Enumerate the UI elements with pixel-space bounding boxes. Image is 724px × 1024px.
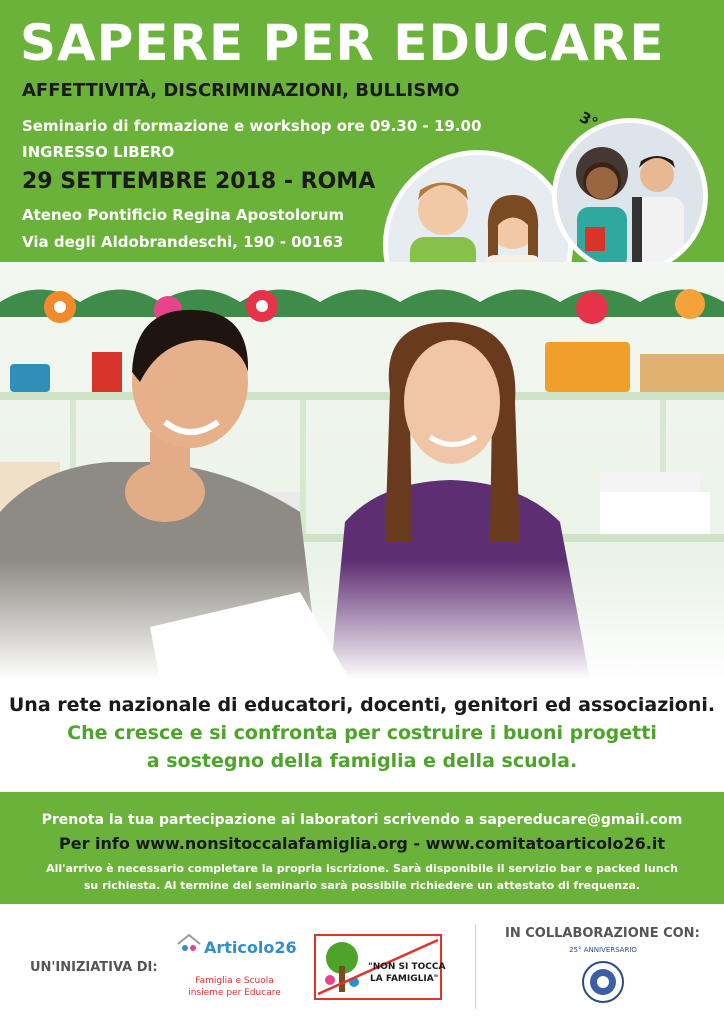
nstf-line2: LA FAMIGLIA" [370, 974, 439, 984]
photo-fade [0, 560, 724, 680]
booking-text: Prenota la tua partecipazione ai laboratori scrivendo a sapereducare@gmail.com [41, 812, 683, 828]
articolo26-sub1: Famiglia e Scuola [195, 976, 274, 986]
initiative-label: UN'INIZIATIVA DI: [30, 960, 158, 975]
poster-title: SAPERE PER EDUCARE [20, 14, 665, 72]
anniversary-text: 25° ANNIVERSARIO [569, 946, 637, 954]
entry-free: INGRESSO LIBERO [22, 143, 175, 161]
seal-icon [570, 948, 636, 1014]
tagline-line1: Una rete nazionale di educatori, docenti, genitori ed associazioni. [8, 694, 716, 716]
header-band [0, 0, 724, 262]
seminar-hours: Seminario di formazione e workshop ore 09.30 - 19.00 [22, 117, 482, 135]
nstf-logo [314, 934, 446, 1000]
teenagers-photo [552, 118, 708, 274]
tagline-line2: Che cresce e si confronta per costruire i buoni progetti [67, 722, 657, 744]
classroom-photo [0, 262, 724, 680]
footer [0, 904, 724, 1024]
topics-subtitle: AFFETTIVITÀ, DISCRIMINAZIONI, BULLISMO [22, 80, 460, 101]
tagline-line3: a sostegno della famiglia e della scuola. [146, 750, 578, 772]
notice-line1: All'arrivo è necessario completare la propria iscrizione. Sarà disponibile il servizio bar e packed lunch [46, 862, 678, 875]
house-icon [176, 932, 202, 956]
footer-divider [475, 924, 476, 1009]
notice-line2: su richiesta. Al termine del seminario sarà possibile richiedere un attestato di frequenza. [83, 879, 641, 892]
event-date: 29 SETTEMBRE 2018 - ROMA [22, 169, 376, 194]
articolo26-logo [172, 932, 297, 1002]
info-band [0, 792, 724, 904]
collab-label: IN COLLABORAZIONE CON: [505, 926, 700, 941]
event-address: Via degli Aldobrandeschi, 190 - 00163 [22, 233, 344, 251]
nstf-line1: "NON SI TOCCA [368, 962, 446, 972]
articolo26-name: Articolo26 [204, 938, 297, 957]
info-links: Per info www.nonsitoccalafamiglia.org - www.comitatoarticolo26.it [59, 834, 665, 853]
anniversary-seal [570, 948, 636, 1014]
event-venue: Ateneo Pontificio Regina Apostolorum [22, 206, 345, 224]
articolo26-sub2: insieme per Educare [188, 988, 281, 998]
